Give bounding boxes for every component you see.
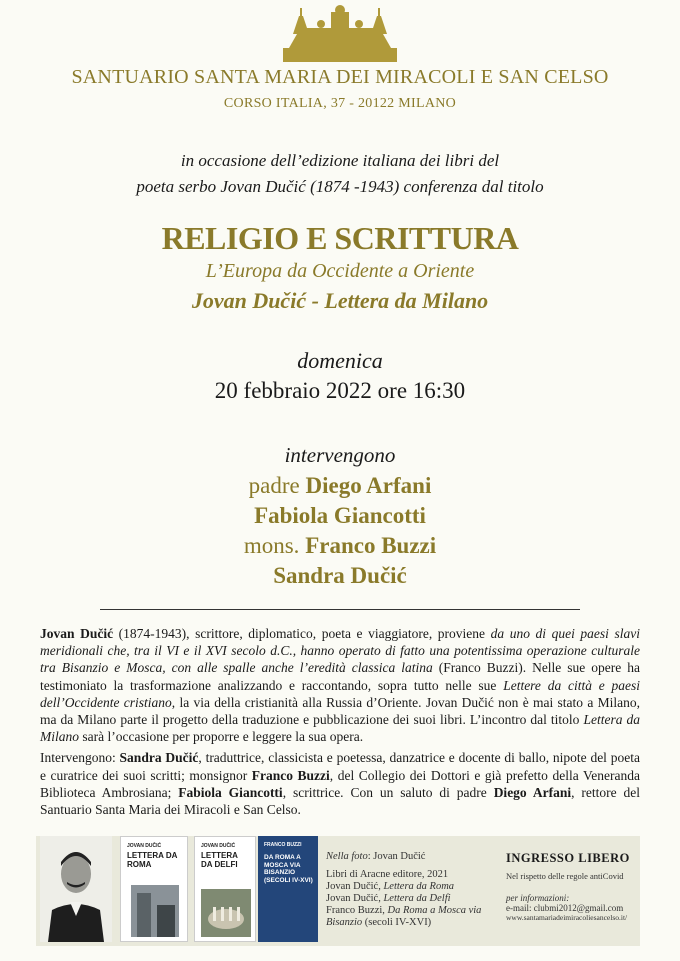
intro-text <box>0 148 680 200</box>
speaker-prefix: mons. <box>243 533 306 558</box>
bio-text-segment: (Franco Buzzi). Nelle sue opere ha testimoniato la trasformazione analizzando e raccontando, sopra tutto nelle sue <box>40 660 640 693</box>
event-subtitle-2: Jovan Dučić - Lettera da Milano <box>191 288 489 313</box>
bio-paragraph-2 <box>40 749 640 818</box>
caption-book-title: Lettera da Delfi <box>383 893 451 904</box>
bio-work-title: Lettera da Milano <box>40 712 640 745</box>
book-cover-da-roma-a-mosca <box>258 836 318 942</box>
bio-name: Jovan Dučić <box>40 626 114 641</box>
caption-book-title: Bisanzio <box>326 917 363 928</box>
institution-address: CORSO ITALIA, 37 - 20122 MILANO <box>223 96 457 111</box>
caption-text: (secoli IV-XVI) <box>362 917 432 928</box>
bio-paragraph-1 <box>40 625 640 745</box>
bio-speaker-name: Sandra Dučić <box>119 750 199 766</box>
event-subtitle-1: L’Europa da Occidente a Oriente <box>205 260 475 282</box>
speaker-1 <box>0 473 680 499</box>
speaker-2 <box>0 503 680 529</box>
bio-text-segment: sarà l’occasione per proporre e leggere la sua opera. <box>79 729 364 745</box>
caption-text: : Jovan Dučić <box>367 851 426 862</box>
caption-book-title: Lettera da Roma <box>383 881 455 892</box>
contact-email[interactable]: e-mail: clubmi2012@gmail.com <box>506 903 624 913</box>
book-title: LETTERA DA DELFI <box>201 851 238 869</box>
bio-speaker-name: Franco Buzzi <box>251 767 330 783</box>
book-cover-lettera-da-delfi <box>194 836 256 942</box>
bio-text <box>40 625 640 818</box>
caption-publisher: Libri di Aracne editore, 2021 <box>326 869 449 880</box>
bio-text-segment: (1874-1943), scrittore, diplomatico, poeta e viaggiatore, proviene <box>113 626 491 641</box>
bio-speaker-name: Diego Arfani <box>493 784 572 800</box>
free-entry-title: INGRESSO LIBERO <box>506 851 630 865</box>
caption-book-title: Da Roma a Mosca via <box>387 905 482 916</box>
website-link[interactable]: www.santamariadeimiracoliesancelso.it/ <box>506 913 628 922</box>
caption-book-3-cont <box>326 917 496 929</box>
speaker-4 <box>0 563 680 589</box>
bio-text-segment: , scrittrice. Con un saluto di padre <box>282 784 494 800</box>
caption-book-1 <box>326 881 496 893</box>
speaker-name: Sandra Dučić <box>273 563 407 588</box>
divider <box>100 609 580 610</box>
caption-book-2 <box>326 893 496 905</box>
speaker-prefix: padre <box>248 473 306 498</box>
event-title: RELIGIO E SCRITTURA <box>161 220 519 256</box>
covid-rules: Nel rispetto delle regole antiCovid <box>506 871 624 881</box>
caption-book-3 <box>326 905 496 917</box>
speaker-name: Fabiola Giancotti <box>254 503 426 528</box>
speaker-name: Franco Buzzi <box>305 533 437 558</box>
speaker-3 <box>0 533 680 559</box>
speaker-name: Diego Arfani <box>305 473 432 498</box>
crown-logo <box>283 4 397 64</box>
caption-text: Jovan Dučić, <box>326 881 384 892</box>
book-author: FRANCO BUZZI <box>264 842 302 848</box>
bio-speaker-name: Fabiola Giancotti <box>178 784 283 800</box>
bio-text-segment: Intervengono: <box>40 750 120 766</box>
book-cover-lettera-da-roma <box>120 836 188 942</box>
bio-quote: da uno di quei paesi slavi meridionali che, tra il VI e il XVI secolo d.C., hanno operato di fatto una potentissima operazione culturale tra Bisanzio e Mosca, con alle spalle anche l’eredità classica latina <box>40 626 641 676</box>
book-image-icon <box>201 889 251 937</box>
caption-label: Nella foto <box>326 851 368 862</box>
photo-captions <box>326 851 496 929</box>
caption-photo <box>326 851 496 863</box>
caption-text: Franco Buzzi, <box>326 905 388 916</box>
bio-text-segment: , traduttrice, classicista e poetessa, danzatrice e docente di ballo, nipote del poeta e curatrice dei suoi scritti; monsignor <box>40 750 640 783</box>
bio-work-title: Lettere da città e paesi dell’Occidente cristiano <box>40 677 640 710</box>
event-datetime: 20 febbraio 2022 ore 16:30 <box>214 378 466 403</box>
intro-line-1: in occasione dell’edizione italiana dei libri del <box>180 151 500 170</box>
bio-text-segment: , del Collegio dei Dottori e già prefetto della Veneranda Biblioteca Ambrosiana; <box>40 767 640 800</box>
book-author: JOVAN DUČIĆ <box>127 843 162 849</box>
portrait-icon <box>40 836 112 942</box>
speakers-label: intervengono <box>284 443 396 467</box>
book-title: LETTERA DA ROMA <box>127 851 178 869</box>
event-day: domenica <box>297 348 383 373</box>
portrait-photo <box>40 836 112 942</box>
book-image-icon <box>131 885 179 937</box>
caption-text: Jovan Dučić, <box>326 893 384 904</box>
institution-name: SANTUARIO SANTA MARIA DEI MIRACOLI E SAN CELSO <box>71 66 609 88</box>
bio-text-segment: , rettore del Santuario Santa Maria dei Miracoli e San Celso. <box>40 784 640 818</box>
bio-text-segment: , la via della cristianità alla Russia d’Oriente. Jovan Dučić non è mai stato a Milano, ma da Milano parte il progetto della traduzione e pubblicazione dei suoi libri. L’incontro dal titolo <box>40 694 640 728</box>
info-label: per informazioni: <box>506 893 570 903</box>
book-author: JOVAN DUČIĆ <box>201 843 236 849</box>
book-title: DA ROMA A MOSCA VIA BISANZIO (SECOLI IV-XVI) <box>264 854 313 884</box>
intro-line-2: poeta serbo Jovan Dučić (1874 -1943) conferenza dal titolo <box>136 177 544 196</box>
